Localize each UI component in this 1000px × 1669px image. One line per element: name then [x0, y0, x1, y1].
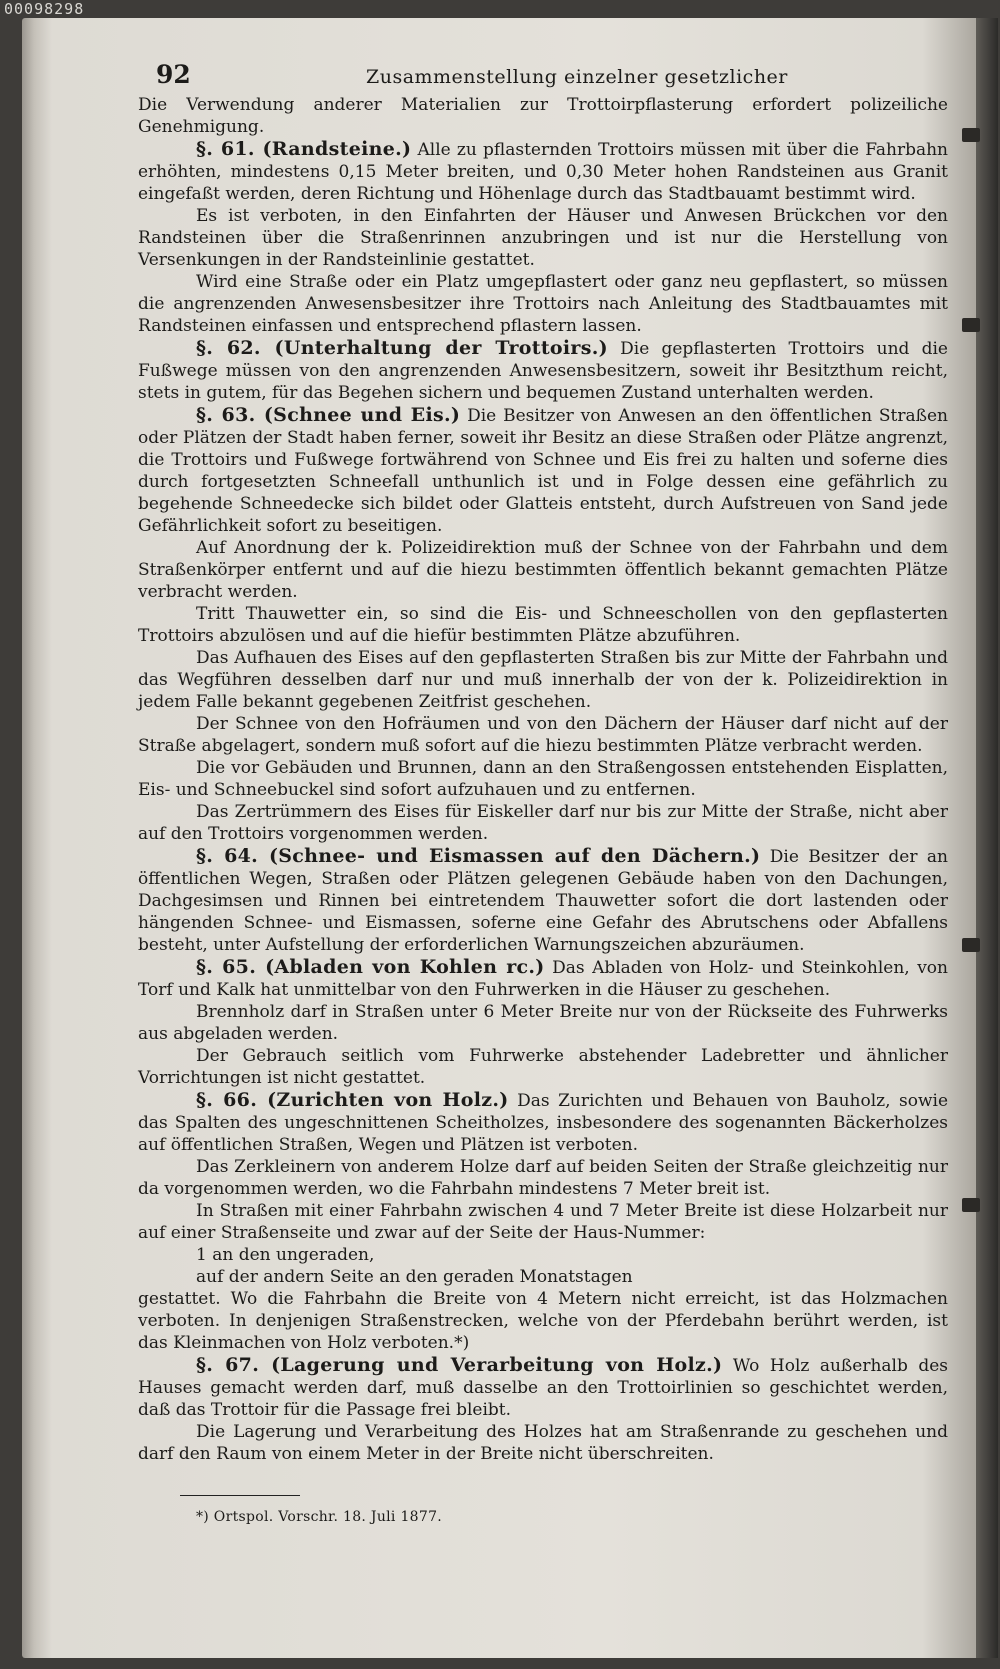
section-paragraph — [138, 337, 948, 404]
section-text: Die Besitzer der an öffentlichen Wegen, Straßen oder Plätzen gelegenen Gebäude haben von den Dachungen, Dachgesimsen und Rinnen bei eintretendem Thauwetter sofort die dort lastenden oder hängenden Schnee- und Eismassen, soferne eine Gefahr des Abrutschens oder Abfallens besteht, unter Aufstellung der erforderlichen Warnungszeichen abzuräumen. — [138, 847, 948, 955]
body-paragraph: Tritt Thauwetter ein, so sind die Eis- und Schneeschollen von den gepflasterten Trottoirs abzulösen und auf die hiefür bestimmten Plätze abzuführen. — [138, 604, 948, 646]
footnote: *) Ortspol. Vorschr. 18. Juli 1877. — [196, 1509, 443, 1525]
body-paragraph: Brennholz darf in Straßen unter 6 Meter Breite nur von der Rückseite des Fuhrwerks aus abgeladen werden. — [138, 1002, 948, 1044]
section-heading: §. 63. (Schnee und Eis.) — [196, 404, 461, 426]
body-paragraph: Es ist verboten, in den Einfahrten der Häuser und Anwesen Brückchen vor den Randsteinen über die Straßenrinnen anzubringen und ist nur die Herstellung von Versenkungen in der Randsteinlinie gestattet. — [138, 206, 948, 270]
body-paragraph: Die vor Gebäuden und Brunnen, dann an den Straßengossen entstehenden Eisplatten, Eis- und Schneebuckel sind sofort aufzuhauen und zu entfernen. — [138, 758, 948, 800]
page-number: 92 — [156, 60, 191, 89]
section-heading: §. 61. (Randsteine.) — [196, 138, 412, 160]
body-paragraph: Der Schnee von den Hofräumen und von den Dächern der Häuser darf nicht auf der Straße abgelagert, sondern muß sofort auf die hiezu bestimmten Plätze verbracht werden. — [138, 714, 948, 756]
body-paragraph: In Straßen mit einer Fahrbahn zwischen 4 und 7 Meter Breite ist diese Holzarbeit nur auf einer Straßenseite und zwar auf der Seite der Haus-Nummer: — [138, 1201, 948, 1243]
body-paragraph: Der Gebrauch seitlich vom Fuhrwerke abstehender Ladebretter und ähnlicher Vorrichtungen ist nicht gestattet. — [138, 1046, 948, 1088]
section-text: Das Zurichten und Behauen von Bauholz, sowie das Spalten des ungeschnittenen Scheitholzes, insbesondere des sogenannten Bäckerholzes auf öffentlichen Straßen, Wegen und Plätzen ist verboten. — [138, 1091, 949, 1155]
section-heading: §. 65. (Abladen von Kohlen rc.) — [196, 956, 545, 978]
section-heading: §. 67. (Lagerung und Verarbeitung von Holz.) — [196, 1354, 723, 1376]
page-gutter-shadow — [976, 18, 998, 1658]
list-line: auf der andern Seite an den geraden Monatstagen — [196, 1267, 633, 1287]
running-title: Zusammenstellung einzelner gesetzlicher — [366, 66, 788, 88]
body-paragraph: Das Zertrümmern des Eises für Eiskeller darf nur bis zur Mitte der Straße, nicht aber auf den Trottoirs vorgenommen werden. — [138, 802, 948, 844]
list-line: 1 an den ungeraden, — [196, 1245, 375, 1265]
page-content — [138, 60, 948, 1528]
scan-id: 00098298 — [4, 0, 85, 18]
section-text: Alle zu pflasternden Trottoirs müssen mit über die Fahrbahn erhöhten, mindestens 0,15 Meter breiten, und 0,30 Meter hohen Randsteinen aus Granit eingefaßt werden, deren Richtung und Höhenlage durch das Stadtbauamt bestimmt wird. — [138, 140, 948, 204]
bleed-through-mark — [962, 128, 980, 142]
body-paragraph: Das Zerkleinern von anderem Holze darf auf beiden Seiten der Straße gleichzeitig nur da vorgenommen werden, wo die Fahrbahn mindestens 7 Meter breit ist. — [138, 1157, 948, 1199]
body-paragraph: Die Verwendung anderer Materialien zur Trottoirpflasterung erfordert polizeiliche Genehmigung. — [138, 95, 948, 137]
body-paragraph: gestattet. Wo die Fahrbahn die Breite von 4 Metern nicht erreicht, ist das Holzmachen verboten. In denjenigen Straßenstrecken, welche von der Pferdebahn berührt werden, ist das Kleinmachen von Holz verboten.*) — [138, 1289, 948, 1353]
page-header — [138, 60, 948, 94]
section-text: Die gepflasterten Trottoirs und die Fußwege müssen von den angrenzenden Anwesensbesitzern, soweit ihr Besitzthum reicht, stets in gutem, für das Begehen sichern und bequemen Zustand unterhalten werden. — [138, 339, 948, 403]
section-paragraph — [138, 1354, 948, 1421]
section-paragraph — [138, 956, 948, 1001]
body-paragraph: Auf Anordnung der k. Polizeidirektion muß der Schnee von der Fahrbahn und dem Straßenkörper entfernt und auf die hiezu bestimmten öffentlich bekannt gemachten Plätze verbracht werden. — [138, 538, 948, 602]
section-text: Das Abladen von Holz- und Steinkohlen, von Torf und Kalk hat unmittelbar von den Fuhrwerken in die Häuser zu geschehen. — [138, 958, 948, 1000]
bleed-through-mark — [962, 938, 980, 952]
section-heading: §. 64. (Schnee- und Eismassen auf den Dächern.) — [196, 845, 761, 867]
body-paragraph: Die Lagerung und Verarbeitung des Holzes hat am Straßenrande zu geschehen und darf den Raum von einem Meter in der Breite nicht überschreiten. — [138, 1422, 948, 1464]
body-text — [138, 94, 948, 1465]
bleed-through-mark — [962, 1198, 980, 1212]
section-paragraph — [138, 1089, 948, 1156]
bleed-through-mark — [962, 318, 980, 332]
body-paragraph: Wird eine Straße oder ein Platz umgepflastert oder ganz neu gepflastert, so müssen die angrenzenden Anwesensbesitzer ihre Trottoirs nach Anleitung des Stadtbauamtes mit Randsteinen einfassen und entsprechend pflastern lassen. — [138, 272, 948, 336]
section-text: Die Besitzer von Anwesen an den öffentlichen Straßen oder Plätzen der Stadt haben ferner, soweit ihr Besitz an diese Straßen oder Plätze angrenzt, die Trottoirs und Fußwege fortwährend von Schnee und Eis frei zu halten und soferne dies durch fortgesetzten Schneefall unthunlich ist und in Folge dessen eine gefährlich zu begehende Schneedecke sich bildet oder Glatteis entsteht, durch Aufstreuen von Sand jede Gefährlichkeit sofort zu beseitigen. — [138, 406, 949, 536]
section-paragraph — [138, 845, 948, 956]
body-paragraph: Das Aufhauen des Eises auf den gepflasterten Straßen bis zur Mitte der Fahrbahn und das Wegführen desselben darf nur und muß innerhalb der von der k. Polizeidirektion in jedem Falle bekannt gegebenen Zeitfrist geschehen. — [138, 648, 948, 712]
section-heading: §. 66. (Zurichten von Holz.) — [196, 1089, 509, 1111]
section-heading: §. 62. (Unterhaltung der Trottoirs.) — [196, 337, 608, 359]
section-paragraph — [138, 404, 948, 537]
footnote-rule — [180, 1495, 300, 1496]
section-text: Wo Holz außerhalb des Hauses gemacht werden darf, muß dasselbe an den Trottoirlinien so geschichtet werden, daß das Trottoir für die Passage frei bleibt. — [138, 1356, 949, 1420]
section-paragraph — [138, 138, 948, 205]
